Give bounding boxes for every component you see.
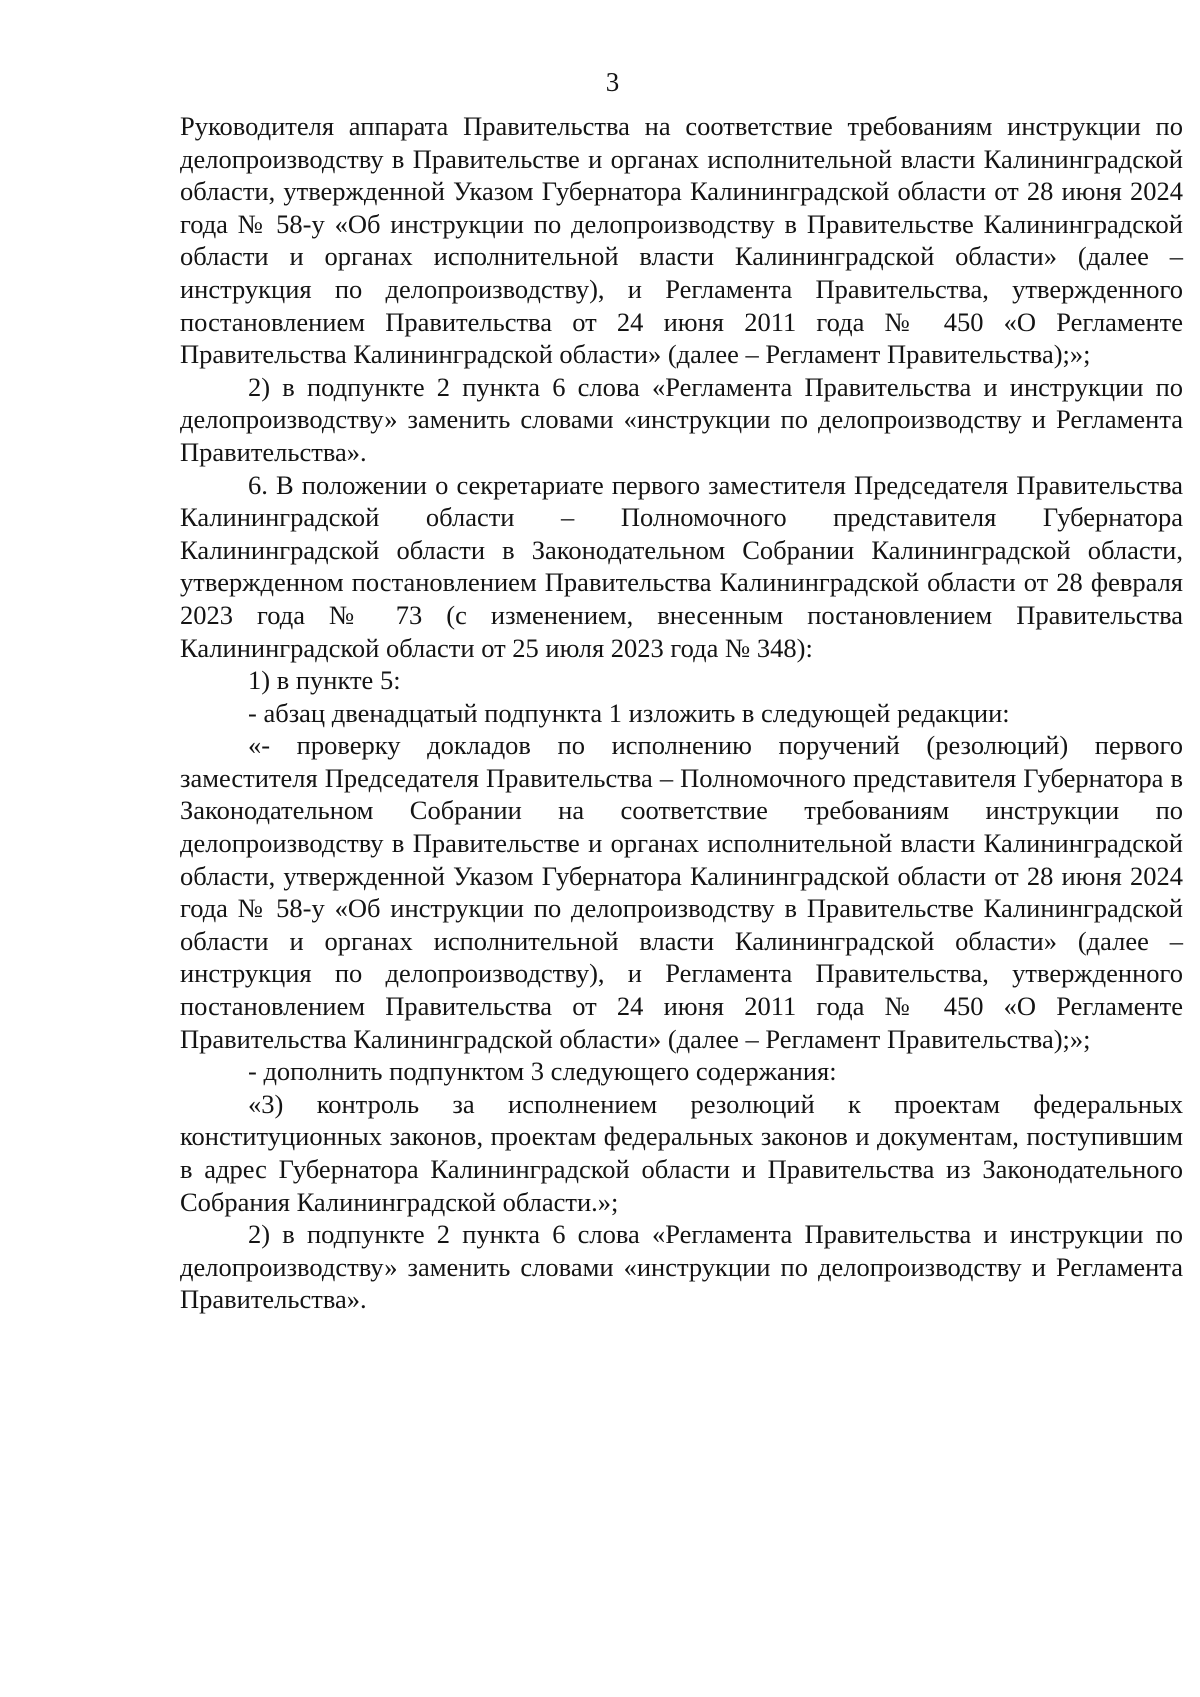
- paragraph-item-6: 6. В положении о секретариате первого заместителя Председателя Правительства Калининградской области – Полномочного представителя Губернатора Калининградской области в Законодательном Собрании Калининградской области, утвержденном постановлением Правительства Калининградской области от 28 февраля 2023 года № 73 (с изменением, внесенным постановлением Правительства Калининградской области от 25 июля 2023 года № 348):: [180, 469, 1183, 663]
- paragraph-subitem-2: 2) в подпункте 2 пункта 6 слова «Регламента Правительства и инструкции по делопроизводству» заменить словами «инструкции по делопроизводству и Регламента Правительства».: [180, 371, 1183, 467]
- paragraph-new-wording: «- проверку докладов по исполнению поручений (резолюций) первого заместителя Председателя Правительства – Полномочного представителя Губернатора в Законодательном Собрании на соответствие требованиям инструкции по делопроизводству в Правительстве и органах исполнительной власти Калининградской области, утвержденной Указом Губернатора Калининградской области от 28 июня 2024 года № 58-у «Об инструкции по делопроизводству в Правительстве Калининградской области и органах исполнительной власти Калининградской области» (далее – инструкция по делопроизводству), и Регламента Правительства, утвержденного постановлением Правительства от 24 июня 2011 года № 450 «О Регламенте Правительства Калининградской области» (далее – Регламент Правительства);»;: [180, 730, 1183, 1054]
- paragraph-subitem-2-final: 2) в подпункте 2 пункта 6 слова «Регламента Правительства и инструкции по делопроизводству» заменить словами «инструкции по делопроизводству и Регламента Правительства».: [180, 1219, 1183, 1315]
- paragraph-abzac-12: - абзац двенадцатый подпункта 1 изложить в следующей редакции:: [248, 697, 1010, 728]
- page-number: 3: [605, 67, 620, 97]
- paragraph-continuation: Руководителя аппарата Правительства на соответствие требованиям инструкции по делопроизводству в Правительстве и органах исполнительной власти Калининградской области, утвержденной Указом Губернатора Калининградской области от 28 июня 2024 года № 58-у «Об инструкции по делопроизводству в Правительстве Калининградской области и органах исполнительной власти Калининградской области» (далее – инструкция по делопроизводству), и Регламента Правительства, утвержденного постановлением Правительства от 24 июня 2011 года № 450 «О Регламенте Правительства Калининградской области» (далее – Регламент Правительства);»;: [180, 111, 1183, 370]
- document-body: [180, 110, 1183, 1316]
- paragraph-add-subitem-3: - дополнить подпунктом 3 следующего содержания:: [248, 1056, 837, 1087]
- paragraph-subitem-1: 1) в пункте 5:: [248, 665, 401, 696]
- paragraph-subitem-3-content: «3) контроль за исполнением резолюций к проектам федеральных конституционных законов, проектам федеральных законов и документам, поступившим в адрес Губернатора Калининградской области и Правительства из Законодательного Собрания Калининградской области.»;: [180, 1088, 1183, 1217]
